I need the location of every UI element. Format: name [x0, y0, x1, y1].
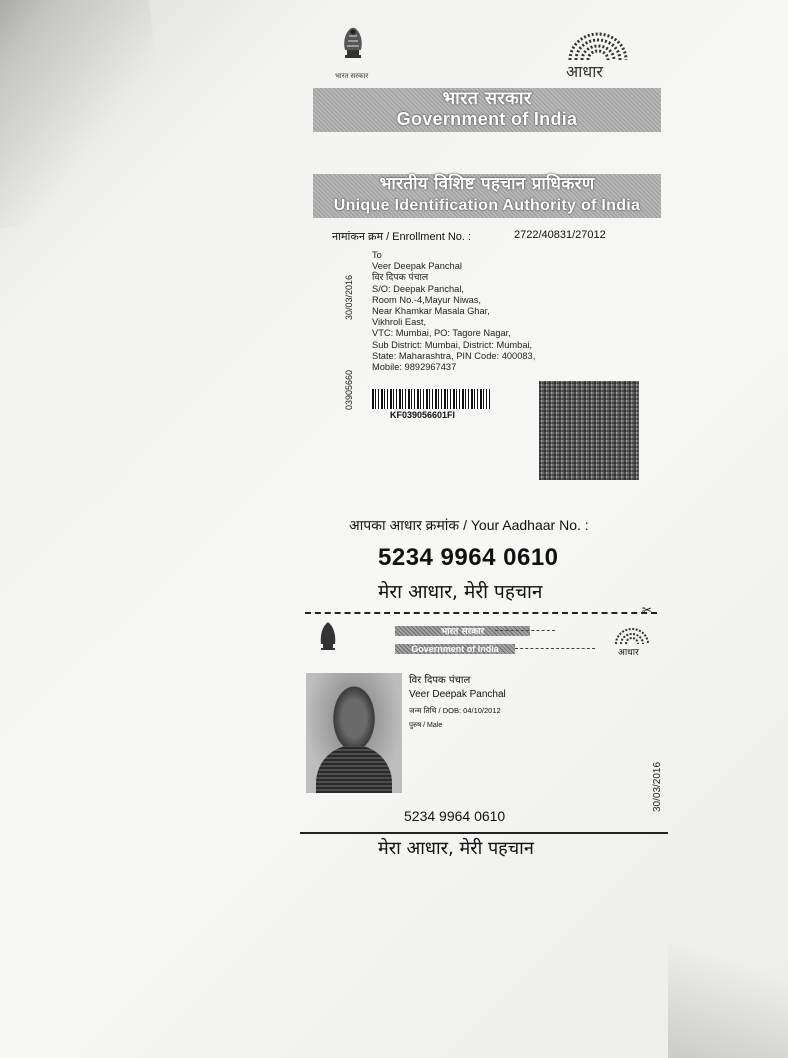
card-emblem-icon [316, 620, 340, 654]
govt-header-band [313, 88, 661, 132]
card-number: 5234 9964 0610 [404, 808, 506, 824]
scissors-icon: ✂ [642, 603, 653, 617]
aadhaar-number-label: आपका आधार क्रमांक / Your Aadhaar No. : [349, 517, 589, 533]
card-name-hindi: विर दिपक पंचाल [409, 675, 471, 686]
holder-photo [306, 673, 402, 793]
card-govt-hindi: भारत सरकार [395, 626, 530, 636]
address-line: Sub District: Mumbai, District: Mumbai, [372, 339, 533, 350]
govt-english: Government of India [396, 109, 578, 129]
card-dob: जन्म तिथि / DOB: 04/10/2012 [409, 706, 501, 715]
side-date-top: 30/03/2016 [344, 274, 354, 320]
address-line: विर दिपक पंचाल [372, 272, 429, 283]
card-divider [300, 832, 668, 834]
enrollment-label: नामांकन क्रम / Enrollment No. : [332, 231, 472, 243]
address-line: State: Maharashtra, PIN Code: 400083, [372, 350, 536, 361]
aadhaar-number: 5234 9964 0610 [378, 544, 559, 571]
aadhaar-logo-icon [562, 30, 634, 64]
card-govt-english: Government of India [395, 644, 515, 654]
card-dash [495, 630, 555, 631]
address-block [372, 250, 535, 373]
enrollment-value: 2722/40831/27012 [514, 229, 606, 241]
cut-line [305, 612, 657, 614]
slogan: मेरा आधार, मेरी पहचान [378, 581, 543, 603]
card-slogan: मेरा आधार, मेरी पहचान [378, 838, 534, 859]
aadhaar-logo-text: आधार [566, 62, 603, 81]
uidai-header-band [313, 174, 661, 218]
photo-body [316, 745, 392, 793]
govt-hindi: भारत सरकार [442, 88, 532, 109]
address-line: VTC: Mumbai, PO: Tagore Nagar, [372, 328, 511, 339]
address-to: To [372, 250, 382, 260]
national-emblem-icon [333, 24, 373, 60]
address-line: Veer Deepak Panchal [372, 261, 462, 272]
card-name-english: Veer Deepak Panchal [409, 689, 506, 700]
barcode-text: KF039056601FI [390, 410, 456, 420]
emblem-caption: भारत सरकार [335, 73, 369, 80]
card-side-date: 30/03/2016 [652, 761, 663, 812]
side-code: 03905660 [344, 369, 354, 410]
uidai-hindi: भारतीय विशिष्ट पहचान प्राधिकरण [379, 174, 595, 194]
uidai-english: Unique Identification Authority of India [333, 197, 641, 214]
card-gender: पुरुष / Male [409, 722, 443, 729]
address-line: Room No.-4,Mayur Niwas, [372, 294, 482, 305]
card-dash [515, 648, 595, 649]
card-aadhaar-logo-text: आधार [618, 648, 639, 658]
address-line: S/O: Deepak Panchal, [372, 283, 464, 294]
qr-code [539, 381, 639, 480]
address-line: Near Khamkar Masala Ghar, [372, 306, 490, 317]
barcode [372, 389, 490, 409]
card-aadhaar-logo-icon [612, 626, 652, 646]
address-line: Mobile: 9892967437 [372, 362, 457, 373]
address-line: Vikhroli East, [372, 317, 427, 328]
